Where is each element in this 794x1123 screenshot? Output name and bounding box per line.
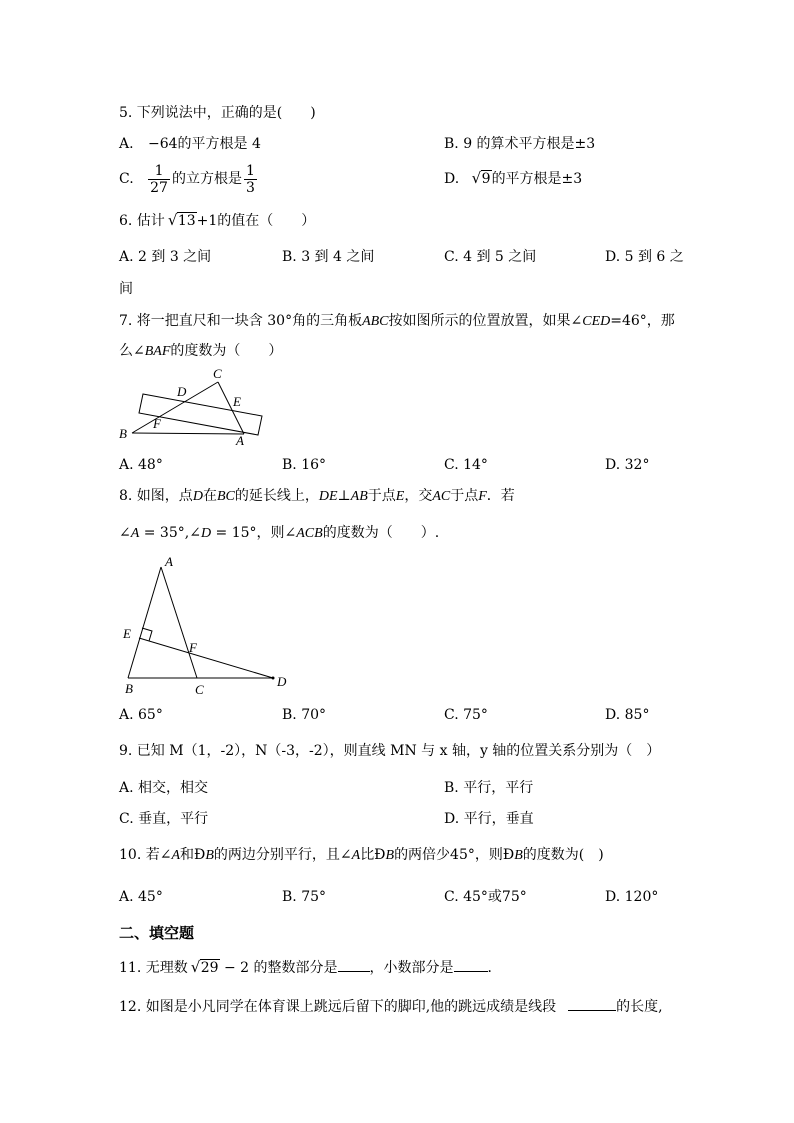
fraction-denominator: 27 xyxy=(150,179,168,196)
q5-option-d-text: 的平方根是±3 xyxy=(491,171,583,187)
text: = 35°,∠ xyxy=(139,525,201,541)
q8-stem-line1 xyxy=(119,486,515,507)
q5-option-a-text: −64的平方根是 4 xyxy=(148,136,261,152)
text: 的度数为( ) xyxy=(522,847,604,863)
text: 的两边分别平行，且∠ xyxy=(213,847,352,863)
perp-symbol: ⊥ xyxy=(337,488,351,504)
text: 7. 将一把直尺和一块含 30°角的三角板 xyxy=(119,313,363,329)
variable: A xyxy=(130,526,140,541)
variable: D xyxy=(200,526,212,541)
label-f: F xyxy=(153,416,161,431)
variable: BC xyxy=(216,489,235,504)
q6-option-a: A. 2 到 3 之间 xyxy=(119,249,212,265)
label-a: A xyxy=(165,554,173,569)
radicand: 29 xyxy=(200,960,219,976)
q7-option-c: C. 14° xyxy=(444,457,488,473)
q10-option-c: C. 45°或75° xyxy=(444,889,527,905)
q8-option-d: D. 85° xyxy=(605,707,650,723)
q5-stem: 5. 下列说法中，正确的是( ) xyxy=(119,105,316,121)
variable: ACB xyxy=(296,526,323,541)
q6-option-d: D. 5 到 6 之 xyxy=(605,249,684,265)
variable: DE xyxy=(318,489,338,504)
section-title-fill-in: 二、填空题 xyxy=(119,924,195,942)
q10-option-a: A. 45° xyxy=(119,889,163,905)
text: ，则∠ xyxy=(256,525,297,541)
q6-option-d-wrap: 间 xyxy=(119,281,133,297)
text: = 15° xyxy=(211,525,257,541)
variable: BAF xyxy=(144,344,171,359)
q5-option-c-text: 的立方根是 xyxy=(171,171,242,187)
q5-option-d xyxy=(444,169,582,189)
q9-option-a: A. 相交，相交 xyxy=(119,780,209,796)
text: 11. 无理数 xyxy=(119,960,188,976)
label-b: B xyxy=(125,681,133,696)
text: 12. 如图是小凡同学在体育课上跳远后留下的脚印,他的跳远成绩是线段 xyxy=(119,999,557,1015)
radical-sign xyxy=(168,211,197,231)
variable: A xyxy=(351,848,361,863)
text: 和Ð xyxy=(180,847,206,863)
q8-option-c: C. 75° xyxy=(444,707,488,723)
variable: ABC xyxy=(362,314,389,329)
variable: D xyxy=(192,489,203,504)
q6-option-b: B. 3 到 4 之间 xyxy=(282,249,375,265)
text: ． xyxy=(487,960,502,976)
fraction-numerator: 1 xyxy=(245,162,255,179)
q5-option-a-label: A. xyxy=(119,136,134,152)
q9-option-c: C. 垂直，平行 xyxy=(119,811,209,827)
radical-sign xyxy=(472,169,492,189)
text: ，交 xyxy=(404,488,433,504)
q7-option-b: B. 16° xyxy=(282,457,327,473)
q6-stem-prefix: 6. 估计 xyxy=(119,213,165,229)
q6-option-c: C. 4 到 5 之间 xyxy=(444,249,537,265)
variable: A xyxy=(171,848,181,863)
text: 10. 若∠ xyxy=(119,847,172,863)
radicand: 9 xyxy=(481,171,491,187)
q8-stem-line2 xyxy=(119,523,439,544)
text: 在 xyxy=(202,488,217,504)
radical-sign xyxy=(191,958,220,978)
text: 于点 xyxy=(367,488,396,504)
text: 比Ð xyxy=(360,847,386,863)
answer-blank-decimal[interactable] xyxy=(454,971,488,972)
text: ∠ xyxy=(119,525,131,541)
point-d-dot xyxy=(272,677,275,680)
q5-option-b: B. 9 的算术平方根是±3 xyxy=(444,136,596,152)
q7-figure-ruler-triangle xyxy=(110,362,280,450)
q5-option-c-fraction2 xyxy=(244,163,257,196)
text: 的延长线上， xyxy=(234,488,319,504)
variable: B xyxy=(514,848,523,863)
label-c: C xyxy=(213,366,222,381)
q7-option-d: D. 32° xyxy=(605,457,650,473)
q7-stem-line2 xyxy=(119,341,282,362)
label-e: E xyxy=(123,626,131,641)
segment-ac xyxy=(161,567,197,678)
fraction-denominator: 3 xyxy=(245,179,255,196)
q5-option-d-label: D. xyxy=(444,171,460,187)
text: 么∠ xyxy=(119,343,145,359)
text: 于点 xyxy=(450,488,479,504)
text: ．若 xyxy=(486,488,515,504)
q10-stem xyxy=(119,845,604,866)
q9-stem: 9. 已知 M（1，-2），N（-3，-2），则直线 MN 与 x 轴，y 轴的位置关系分别为（ ） xyxy=(119,743,661,759)
text: 按如图所示的位置放置，如果∠ xyxy=(388,313,583,329)
text: 8. 如图，点 xyxy=(119,488,193,504)
variable: B xyxy=(205,848,214,863)
answer-blank-segment[interactable] xyxy=(568,1010,616,1011)
answer-blank-integer[interactable] xyxy=(338,971,370,972)
q8-figure-triangle xyxy=(115,550,295,700)
variable: AC xyxy=(432,489,451,504)
q9-option-d: D. 平行，垂直 xyxy=(444,811,534,827)
text: 的度数为（ ）. xyxy=(322,525,440,541)
label-e: E xyxy=(233,394,241,409)
variable: F xyxy=(478,489,487,504)
text: − 2 的整数部分是 xyxy=(219,960,338,976)
radicand: 13 xyxy=(177,213,196,229)
q9-option-b: B. 平行，平行 xyxy=(444,780,534,796)
q8-option-b: B. 70° xyxy=(282,707,327,723)
label-b: B xyxy=(119,426,127,441)
variable: AB xyxy=(350,489,368,504)
text: 的两倍少45°，则Ð xyxy=(394,847,515,863)
label-c: C xyxy=(195,682,204,697)
q5-option-c-fraction xyxy=(148,163,170,196)
text: =46°，那 xyxy=(610,313,675,329)
text: 的长度, xyxy=(616,999,663,1015)
label-f: F xyxy=(189,640,197,655)
q7-stem-line1 xyxy=(119,311,675,332)
triangle-side-ba xyxy=(132,433,244,434)
q5-option-c xyxy=(119,159,259,199)
q6-stem xyxy=(119,211,315,231)
q10-option-b: B. 75° xyxy=(282,889,327,905)
variable: B xyxy=(385,848,395,863)
fraction-numerator: 1 xyxy=(148,163,170,180)
text: 的度数为（ ） xyxy=(170,343,283,359)
text: ，小数部分是 xyxy=(369,960,454,976)
q8-option-a: A. 65° xyxy=(119,707,163,723)
q6-stem-suffix: +1的值在（ ） xyxy=(196,213,316,229)
label-a: A xyxy=(236,433,244,448)
q5-option-c-label: C. xyxy=(119,171,134,187)
q5-option-a xyxy=(119,134,261,154)
label-d: D xyxy=(177,384,187,399)
q12-stem xyxy=(119,997,663,1017)
q11-stem xyxy=(119,958,502,978)
q10-option-d: D. 120° xyxy=(605,889,659,905)
q7-option-a: A. 48° xyxy=(119,457,163,473)
variable: E xyxy=(395,489,405,504)
label-d: D xyxy=(277,674,287,689)
segment-ab xyxy=(128,567,161,678)
variable: CED xyxy=(582,314,611,329)
segment-ed xyxy=(139,638,273,678)
